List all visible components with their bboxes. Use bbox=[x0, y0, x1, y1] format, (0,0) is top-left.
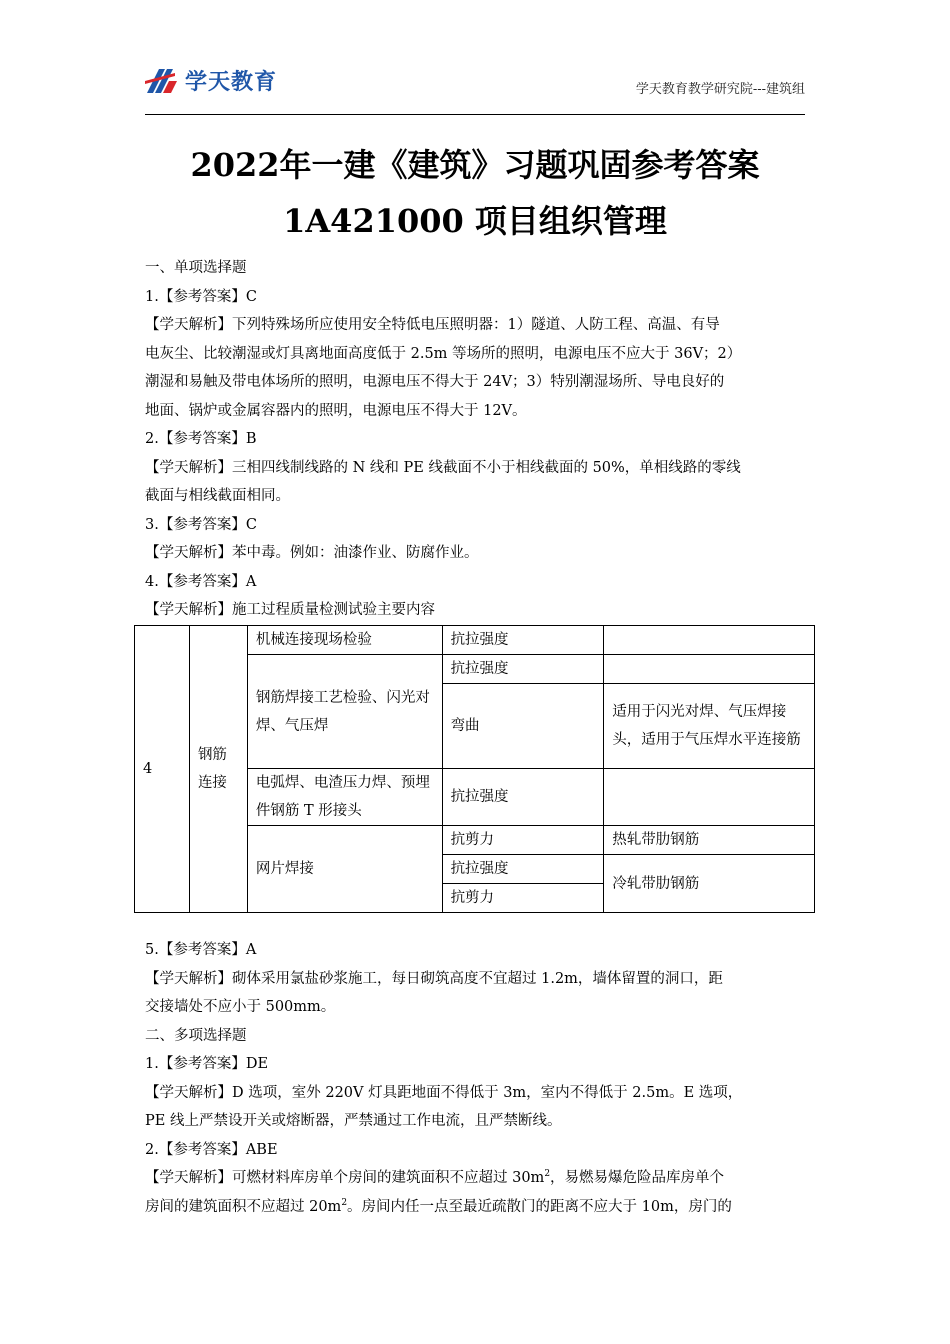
answer-line: 2.【参考答案】B bbox=[145, 431, 257, 447]
inspection-table bbox=[134, 625, 815, 913]
table-cell-note: 适用于闪光对焊、气压焊接头，适用于气压焊水平连接筋 bbox=[604, 684, 815, 769]
table-cell-test: 抗拉强度 bbox=[442, 655, 604, 684]
analysis-line: 房间的建筑面积不应超过 $20m^2$。房间内任一点至最近疏散门的距离不应大于 10m，房门的 bbox=[145, 1197, 732, 1215]
section-heading: 一、单项选择题 bbox=[145, 260, 247, 276]
analysis-line: 【学天解析】苯中毒。例如：油漆作业、防腐作业。 bbox=[145, 545, 479, 561]
table-cell-test: 抗拉强度 bbox=[442, 626, 604, 655]
answer-line: 2.【参考答案】ABE bbox=[145, 1141, 278, 1158]
table-row bbox=[135, 626, 815, 655]
logo-mark-icon bbox=[145, 65, 179, 95]
logo-text: 学天教育 bbox=[185, 69, 278, 95]
table-cell-test: 抗剪力 bbox=[442, 884, 604, 913]
page-title: 2022年一建《建筑》习题巩固参考答案 bbox=[190, 146, 760, 184]
table-cell-item: 钢筋焊接工艺检验、闪光对焊、气压焊 bbox=[247, 655, 442, 769]
table-cell-test: 抗拉强度 bbox=[442, 769, 604, 826]
table-cell-note bbox=[604, 769, 815, 826]
table-cell-test: 抗剪力 bbox=[442, 826, 604, 855]
analysis-line: 【学天解析】下列特殊场所应使用安全特低电压照明器：1）隧道、人防工程、高温、有导 bbox=[145, 317, 720, 333]
table-cell-category: 钢筋连接 bbox=[189, 626, 247, 913]
analysis-line: 潮湿和易触及带电体场所的照明，电源电压不得大于 24V；3）特别潮湿场所、导电良好的 bbox=[145, 374, 725, 390]
header-org-label: 学天教育教学研究院---建筑组 bbox=[635, 82, 805, 97]
page-header bbox=[145, 62, 805, 115]
table-cell-test: 抗拉强度 bbox=[442, 855, 604, 884]
table-cell-note: 热轧带肋钢筋 bbox=[604, 826, 815, 855]
section-heading: 二、多项选择题 bbox=[145, 1027, 247, 1044]
page-subtitle: 1A421000 项目组织管理 bbox=[283, 202, 667, 240]
section-single-choice bbox=[145, 254, 810, 625]
table-cell-item: 电弧焊、电渣压力焊、预埋件钢筋 T 形接头 bbox=[247, 769, 442, 826]
answer-line: 1.【参考答案】C bbox=[145, 288, 257, 305]
analysis-line: 【学天解析】D 选项，室外 220V 灯具距地面不得低于 3m，室内不得低于 2.5m。E 选项， bbox=[145, 1084, 743, 1101]
brand-logo bbox=[145, 64, 277, 96]
analysis-line: 【学天解析】砌体采用氯盐砂浆施工，每日砌筑高度不宜超过 1.2m，墙体留置的洞口，距 bbox=[145, 970, 723, 987]
table-cell-note: 冷轧带肋钢筋 bbox=[604, 855, 815, 913]
answer-line: 4.【参考答案】A bbox=[145, 573, 257, 590]
analysis-line: 【学天解析】施工过程质量检测试验主要内容 bbox=[145, 602, 435, 618]
answer-line: 5.【参考答案】A bbox=[145, 942, 257, 958]
analysis-line: 截面与相线截面相同。 bbox=[145, 488, 290, 504]
table-cell-num: 4 bbox=[135, 626, 190, 913]
table-cell-item: 机械连接现场检验 bbox=[247, 626, 442, 655]
table-cell-item: 网片焊接 bbox=[247, 826, 442, 913]
analysis-line: 地面、锅炉或金属容器内的照明，电源电压不得大于 12V。 bbox=[145, 402, 527, 419]
answer-line: 1.【参考答案】DE bbox=[145, 1056, 269, 1072]
analysis-line: 电灰尘、比较潮湿或灯具离地面高度低于 2.5m 等场所的照明，电源电压不应大于 36V；2） bbox=[145, 345, 742, 362]
analysis-line: 【学天解析】可燃材料库房单个房间的建筑面积不应超过 $30m^2$，易燃易爆危险品库房单个 bbox=[145, 1169, 725, 1186]
table-cell-note bbox=[604, 655, 815, 684]
answer-line: 3.【参考答案】C bbox=[145, 516, 257, 533]
analysis-line: 交接墙处不应小于 500mm。 bbox=[145, 999, 336, 1015]
section-continued bbox=[145, 936, 810, 1221]
analysis-line: PE 线上严禁设开关或熔断器，严禁通过工作电流，且严禁断线。 bbox=[145, 1113, 562, 1129]
table-cell-test: 弯曲 bbox=[442, 684, 604, 769]
analysis-line: 【学天解析】三相四线制线路的 N 线和 PE 线截面不小于相线截面的 50%，单相线路的零线 bbox=[145, 459, 741, 476]
table-cell-note bbox=[604, 626, 815, 655]
